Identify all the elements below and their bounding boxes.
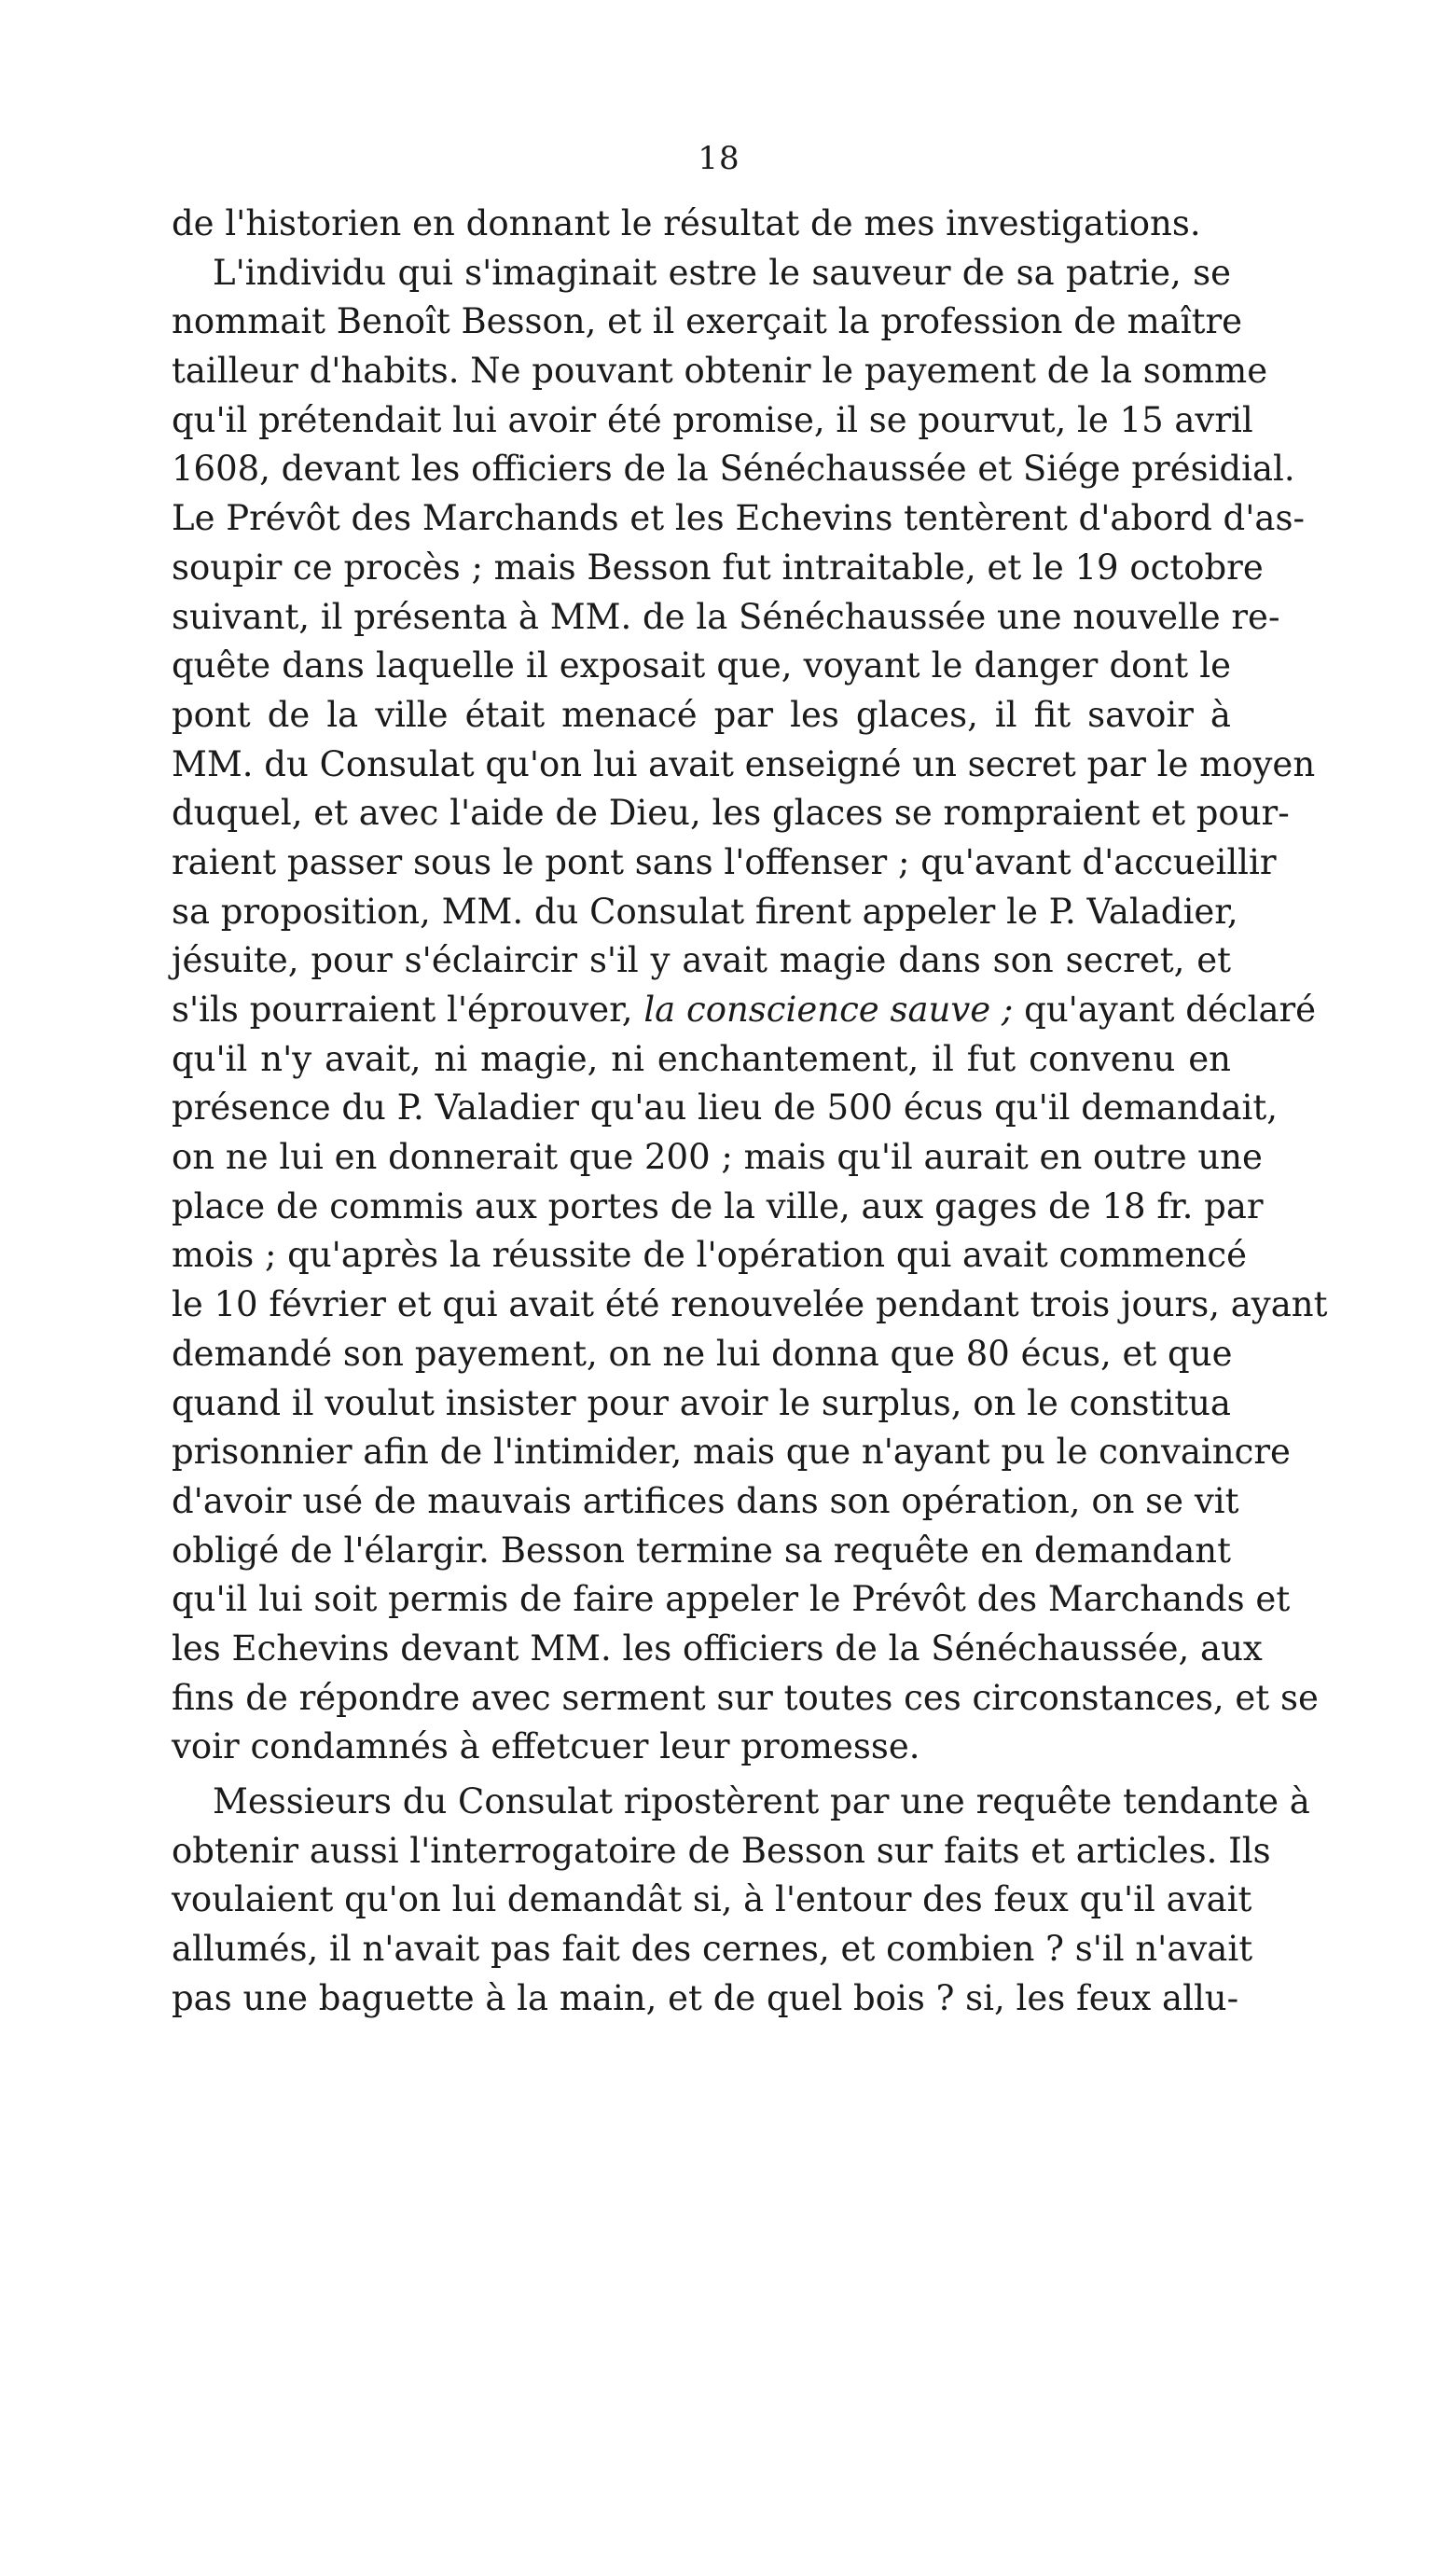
text-line: place de commis aux portes de la ville, aux gages de 18 fr. par xyxy=(172,1185,1264,1226)
text-line: le 10 février et qui avait été renouvelée pendant trois jours, ayant xyxy=(172,1284,1328,1325)
text-line: sa proposition, MM. du Consulat firent appeler le P. Valadier, xyxy=(172,891,1238,932)
text-line: soupir ce procès ; mais Besson fut intraitable, et le 19 octobre xyxy=(172,547,1264,588)
text-segment: qu'ayant déclaré xyxy=(1013,990,1317,1030)
text-line: nommait Benoît Besson, et il exerçait la profession de maître xyxy=(172,301,1243,342)
text-line: suivant, il présenta à MM. de la Sénéchaussée une nouvelle re- xyxy=(172,596,1280,637)
text-line: demandé son payement, on ne lui donna que 80 écus, et que xyxy=(172,1333,1233,1374)
text-line: 1608, devant les officiers de la Sénéchaussée et Siége présidial. xyxy=(172,449,1295,490)
body-text xyxy=(172,200,1328,2023)
text-line: jésuite, pour s'éclaircir s'il y avait magie dans son secret, et xyxy=(172,940,1231,981)
text-line: prisonnier afin de l'intimider, mais que n'ayant pu le convaincre xyxy=(172,1432,1291,1473)
text-line: quand il voulut insister pour avoir le surplus, on le constitua xyxy=(172,1382,1231,1423)
text-line: qu'il n'y avait, ni magie, ni enchantement, il fut convenu en xyxy=(172,1038,1231,1079)
page-number: 18 xyxy=(698,140,740,177)
text-line: Messieurs du Consulat ripostèrent par une requête tendante à xyxy=(213,1781,1310,1821)
text-line: duquel, et avec l'aide de Dieu, les glaces se rompraient et pour- xyxy=(172,793,1290,834)
text-line: voir condamnés à effetcuer leur promesse. xyxy=(172,1726,920,1767)
italic-phrase: la conscience sauve ; xyxy=(643,990,1014,1030)
text-line: les Echevins devant MM. les officiers de la Sénéchaussée, aux xyxy=(172,1627,1263,1669)
text-line: voulaient qu'on lui demandât si, à l'entour des feux qu'il avait xyxy=(172,1879,1252,1920)
text-line: obligé de l'élargir. Besson termine sa requête en demandant xyxy=(172,1530,1231,1571)
text-line: mois ; qu'après la réussite de l'opération qui avait commencé xyxy=(172,1235,1247,1276)
text-line: qu'il prétendait lui avoir été promise, il se pourvut, le 15 avril xyxy=(172,399,1253,440)
text-line: d'avoir usé de mauvais artifices dans son opération, on se vit xyxy=(172,1480,1239,1521)
text-line: tailleur d'habits. Ne pouvant obtenir le payement de la somme xyxy=(172,351,1268,392)
text-line: obtenir aussi l'interrogatoire de Besson sur faits et articles. Ils xyxy=(172,1830,1271,1871)
text-line: raient passer sous le pont sans l'offenser ; qu'avant d'accueillir xyxy=(172,841,1277,882)
text-line: Le Prévôt des Marchands et les Echevins tentèrent d'abord d'as- xyxy=(172,498,1305,539)
text-line-with-italic xyxy=(172,986,1317,1035)
text-segment: s'ils pourraient l'éprouver, xyxy=(172,990,633,1030)
text-line: qu'il lui soit permis de faire appeler le Prévôt des Marchands et xyxy=(172,1579,1291,1620)
text-line: MM. du Consulat qu'on lui avait enseigné un secret par le moyen xyxy=(172,743,1316,784)
text-line: de l'historien en donnant le résultat de mes investigations. xyxy=(172,203,1201,243)
text-line: pas une baguette à la main, et de quel bois ? si, les feux allu- xyxy=(172,1977,1239,2018)
text-line: présence du P. Valadier qu'au lieu de 500 écus qu'il demandait, xyxy=(172,1087,1278,1129)
text-line: allumés, il n'avait pas fait des cernes, et combien ? s'il n'avait xyxy=(172,1929,1253,1970)
text-line: pont de la ville était menacé par les glaces, il fit savoir à xyxy=(172,694,1231,735)
text-line: on ne lui en donnerait que 200 ; mais qu'il aurait en outre une xyxy=(172,1137,1263,1178)
text-line: fins de répondre avec serment sur toutes ces circonstances, et se xyxy=(172,1677,1319,1718)
text-line: quête dans laquelle il exposait que, voyant le danger dont le xyxy=(172,645,1231,686)
text-line: L'individu qui s'imaginait estre le sauveur de sa patrie, se xyxy=(213,252,1231,293)
